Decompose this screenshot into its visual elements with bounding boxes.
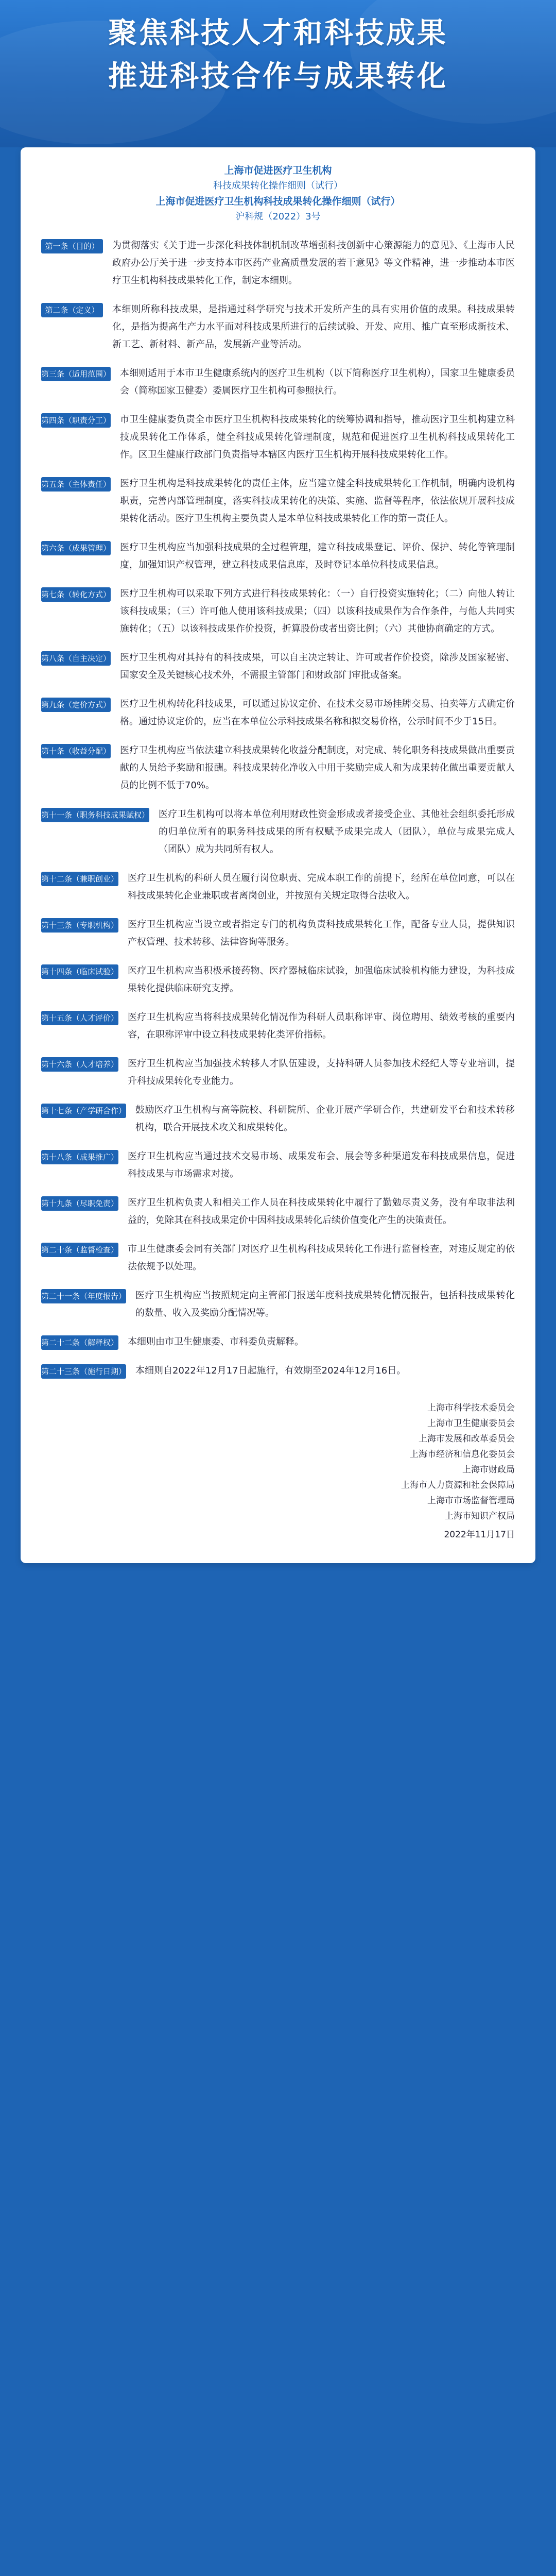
article (41, 237, 515, 290)
signer: 上海市市场监督管理局 (427, 1496, 515, 1506)
article-tag: 第四条（职责分工） (41, 413, 111, 428)
article-tag: 第十七条（产学研合作） (41, 1104, 126, 1118)
article-tag: 第十九条（尽职免责） (41, 1196, 118, 1211)
document-title: 上海市促进医疗卫生机构科技成果转化操作细则（试行） (155, 196, 401, 207)
issuer: 上海市促进医疗卫生机构 (224, 165, 332, 176)
article-tag: 第六条（成果管理） (41, 541, 111, 555)
headline (0, 0, 556, 98)
article-text: 本细则由市卫生健康委、市科委负责解释。 (128, 1336, 304, 1347)
article-text: 医疗卫生机构应当将科技成果转化情况作为科研人员职称评审、岗位聘用、绩效考核的重要内容，在职称评审中设立科技成果转化类评价指标。 (128, 1012, 515, 1040)
article-tag: 第十一条（职务科技成果赋权） (41, 808, 149, 822)
article (41, 870, 515, 905)
article-text: 本细则自2022年12月17日起施行，有效期至2024年12月16日。 (135, 1365, 406, 1376)
document-number: 沪科规（2022）3号 (235, 211, 321, 222)
signer: 上海市知识产权局 (445, 1511, 515, 1521)
signer: 上海市人力资源和社会保障局 (401, 1480, 515, 1490)
article (41, 1241, 515, 1276)
article-text: 医疗卫生机构是科技成果转化的责任主体，应当建立健全科技成果转化工作机制，明确内设机构职责，完善内部管理制度，落实科技成果转化的决策、实施、监督等程序，依法依规开展科技成果转化活动。医疗卫生机构主要负责人是本单位科技成果转化工作的第一责任人。 (120, 478, 515, 524)
article-text: 医疗卫生机构应当按照规定向主管部门报送年度科技成果转化情况报告，包括科技成果转化的数量、收入及奖励分配情况等。 (135, 1290, 515, 1318)
sub-issuer: 科技成果转化操作细则（试行） (213, 180, 343, 191)
article-tag: 第九条（定价方式） (41, 698, 111, 712)
article (41, 1148, 515, 1183)
article-tag: 第二十一条（年度报告） (41, 1289, 126, 1303)
article-text: 医疗卫生机构应当设立或者指定专门的机构负责科技成果转化工作，配备专业人员，提供知识产权管理、技术转移、法律咨询等服务。 (128, 919, 515, 947)
article-tag: 第二十三条（施行日期） (41, 1364, 126, 1379)
article (41, 1194, 515, 1229)
signer: 上海市科学技术委员会 (427, 1403, 515, 1413)
article-text: 医疗卫生机构负责人和相关工作人员在科技成果转化中履行了勤勉尽责义务，没有牟取非法利益的，免除其在科技成果定价中因科技成果转化后续价值变化产生的决策责任。 (128, 1197, 515, 1226)
article (41, 1362, 515, 1380)
article (41, 916, 515, 951)
article (41, 1333, 515, 1351)
signer: 上海市卫生健康委员会 (427, 1418, 515, 1429)
article-text: 本细则适用于本市卫生健康系统内的医疗卫生机构（以下简称医疗卫生机构），国家卫生健康委员会（简称国家卫健委）委属医疗卫生机构可参照执行。 (120, 368, 515, 396)
article-tag: 第二条（定义） (41, 303, 103, 317)
document-card (21, 147, 535, 1563)
article-tag: 第二十二条（解释权） (41, 1335, 118, 1350)
article (41, 806, 515, 858)
article-tag: 第七条（转化方式） (41, 587, 111, 602)
article-tag: 第十八条（成果推广） (41, 1150, 118, 1164)
issue-date: 2022年11月17日 (444, 1530, 515, 1540)
article (41, 585, 515, 638)
article-text: 市卫生健康委会同有关部门对医疗卫生机构科技成果转化工作进行监督检查，对违反规定的依法依规予以处理。 (128, 1244, 515, 1272)
article-tag: 第五条（主体责任） (41, 477, 111, 492)
article-tag: 第十三条（专职机构） (41, 918, 118, 933)
article-tag: 第十五条（人才评价） (41, 1011, 118, 1025)
article (41, 742, 515, 794)
article-text: 医疗卫生机构应当依法建立科技成果转化收益分配制度，对完成、转化职务科技成果做出重要贡献的人员给予奖励和报酬。科技成果转化净收入中用于奖励完成人和为成果转化做出重要贡献人员的比例不低于70%。 (120, 745, 515, 791)
signer: 上海市发展和改革委员会 (419, 1434, 515, 1444)
article (41, 649, 515, 684)
article-tag: 第二十条（监督检查） (41, 1243, 118, 1257)
banner (0, 0, 556, 147)
headline-line1: 聚焦科技人才和科技成果 (108, 16, 448, 50)
article-text: 医疗卫生机构可以采取下列方式进行科技成果转化：（一）自行投资实施转化；（二）向他人转让该科技成果；（三）许可他人使用该科技成果；（四）以该科技成果作为合作条件，与他人共同实施转化；（五）以该科技成果作价投资，折算股份或者出资比例；（六）其他协商确定的方式。 (120, 588, 515, 634)
article-tag: 第十二条（兼职创业） (41, 872, 118, 886)
article-text: 鼓励医疗卫生机构与高等院校、科研院所、企业开展产学研合作，共建研发平台和技术转移机构，联合开展技术攻关和成果转化。 (135, 1105, 515, 1133)
article-text: 为贯彻落实《关于进一步深化科技体制机制改革增强科技创新中心策源能力的意见》、《上海市人民政府办公厅关于进一步支持本市医药产业高质量发展的若干意见》等文件精神，进一步推动本市医疗卫生机构科技成果转化工作，制定本细则。 (112, 240, 515, 286)
article-tag: 第一条（目的） (41, 239, 103, 253)
article-tag: 第十四条（临床试验） (41, 964, 118, 979)
articles-list (41, 237, 515, 1380)
headline-line2: 推进科技合作与成果转化 (108, 59, 448, 93)
article-text: 医疗卫生机构对其持有的科技成果，可以自主决定转让、许可或者作价投资，除涉及国家秘密、国家安全及关键核心技术外，不需报主管部门和财政部门审批或备案。 (120, 652, 515, 681)
signers (41, 1400, 515, 1524)
article-text: 市卫生健康委负责全市医疗卫生机构科技成果转化的统筹协调和指导，推动医疗卫生机构建立科技成果转化工作体系，健全科技成果转化管理制度，规范和促进医疗卫生机构科技成果转化工作。区卫生健康行政部门负责指导本辖区内医疗卫生机构开展科技成果转化工作。 (120, 414, 515, 460)
signer: 上海市经济和信息化委员会 (410, 1449, 515, 1460)
article (41, 539, 515, 574)
article (41, 696, 515, 731)
article-text: 医疗卫生机构应当加强技术转移人才队伍建设，支持科研人员参加技术经纪人等专业培训，提升科技成果转化专业能力。 (128, 1058, 515, 1087)
article-tag: 第三条（适用范围） (41, 367, 111, 381)
article-text: 医疗卫生机构转化科技成果，可以通过协议定价、在技术交易市场挂牌交易、拍卖等方式确定价格。通过协议定价的，应当在本单位公示科技成果名称和拟交易价格，公示时间不少于15日。 (120, 699, 515, 727)
article-text: 医疗卫生机构应当积极承接药物、医疗器械临床试验，加强临床试验机构能力建设，为科技成果转化提供临床研究支撑。 (128, 965, 515, 994)
article (41, 962, 515, 997)
article (41, 1287, 515, 1322)
article (41, 301, 515, 353)
article-text: 本细则所称科技成果，是指通过科学研究与技术开发所产生的具有实用价值的成果。科技成果转化，是指为提高生产力水平而对科技成果所进行的后续试验、开发、应用、推广直至形成新技术、新工艺、新材料、新产品，发展新产业等活动。 (112, 304, 515, 350)
article-text: 医疗卫生机构的科研人员在履行岗位职责、完成本职工作的前提下，经所在单位同意，可以在科技成果转化企业兼职或者离岗创业，并按照有关规定取得合法收入。 (128, 873, 515, 901)
article-text: 医疗卫生机构可以将本单位利用财政性资金形成或者接受企业、其他社会组织委托形成的归单位所有的职务科技成果的所有权赋予成果完成人（团队），单位与成果完成人（团队）成为共同所有权人。 (159, 809, 515, 855)
article (41, 365, 515, 400)
article (41, 411, 515, 464)
article (41, 1055, 515, 1090)
article-text: 医疗卫生机构应当通过技术交易市场、成果发布会、展会等多种渠道发布科技成果信息，促进科技成果与市场需求对接。 (128, 1151, 515, 1179)
article-tag: 第十六条（人才培养） (41, 1057, 118, 1072)
footer-bar (0, 1563, 556, 1584)
article (41, 475, 515, 528)
article (41, 1009, 515, 1044)
article (41, 1101, 515, 1137)
article-tag: 第八条（自主决定） (41, 651, 111, 666)
signer: 上海市财政局 (462, 1465, 515, 1475)
article-tag: 第十条（收益分配） (41, 744, 111, 758)
article-text: 医疗卫生机构应当加强科技成果的全过程管理，建立科技成果登记、评价、保护、转化等管理制度，加强知识产权管理，建立科技成果信息库，及时登记本单位科技成果信息。 (120, 542, 515, 570)
